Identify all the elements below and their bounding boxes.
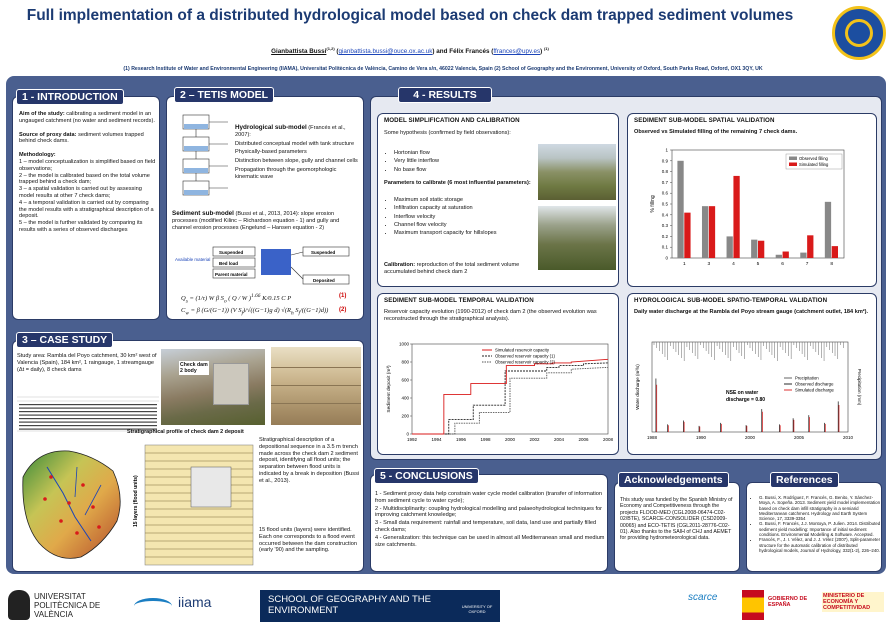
intro-heading: 1 - INTRODUCTION (16, 89, 124, 105)
equation-1: $Q_s = (1/\tau)$ W β $S_o$ ( Q / W )$^{1.66}$ K/0.15 C P (181, 293, 292, 305)
bar-observed (800, 253, 806, 258)
x-tick-label: 2004 (553, 437, 565, 442)
upv-emblem-icon (8, 590, 30, 620)
param-item: • Maximum transport capacity for hillslopes (394, 229, 538, 237)
x-tick-label: 1998 (480, 437, 491, 442)
y-tick-label: 0.4 (661, 212, 668, 218)
conclusion-item: 1 - Sediment proxy data help constrain water cycle model calibration (transfer of information from sediment cycle to water cycle); (375, 491, 602, 504)
source-label: Source of proxy data: (19, 131, 77, 138)
method-line: 4 – a temporal validation is carried out by comparing the model results with a stratigraphical description of a deposit. (19, 199, 154, 220)
scarce-logo (684, 588, 732, 624)
x-tick-label: 2005 (793, 435, 805, 440)
method-line: 3 – a spatial validation is carried out by assessing model results at other 7 check dams; (19, 186, 142, 199)
ministry-name-1: GOBIERNO DE ESPAÑA (768, 596, 808, 608)
oxford-sub: UNIVERSITY OF OXFORD (461, 604, 493, 614)
spatial-bar-chart (646, 142, 856, 286)
spain-flag-icon (742, 590, 764, 620)
hydro-box (627, 293, 877, 455)
sed-sub-block (172, 211, 360, 231)
y-axis-label: Water discharge (m³/s) (635, 364, 640, 410)
y-tick-label: 0 (406, 431, 409, 437)
legend-swatch (789, 157, 797, 161)
conclusion-item: 2 - Multidisciplinarity: coupling hydrological modelling and palaeohydrological techniques for improving catchment knowledge; (375, 505, 602, 519)
catchment-map (17, 437, 127, 569)
x-tick-label: 2010 (842, 435, 854, 440)
society-logo (832, 6, 886, 60)
x-tick-label: 1990 (695, 435, 707, 440)
bar-observed (825, 202, 831, 258)
y-tick-label: 1 (665, 147, 668, 153)
legend-label: Simulated discharge (795, 387, 834, 393)
tank-diagram (173, 111, 233, 211)
y-tick-label: 0.3 (661, 223, 668, 229)
diagram-label-suspended-out: Suspended (311, 250, 336, 255)
legend-label: Simulated reservoir capacity (495, 347, 549, 353)
flood-units-axis: 15 layers (flood units) (133, 475, 139, 527)
poster-title: Full implementation of a distributed hydrological model based on check dam trapped sediment volumes (26, 7, 794, 24)
bar-simulated (807, 235, 813, 258)
results-panel (370, 96, 882, 460)
upv-name: UNIVERSITAT POLITÈCNICA DE VALÈNCIA (34, 592, 101, 619)
x-tick-label: 1996 (455, 437, 467, 442)
aim-label: Aim of the study: (19, 111, 65, 117)
hydro-item: Distributed conceptual model with tank structure (235, 140, 355, 147)
simp-item: • Very little interflow (394, 157, 532, 165)
spatial-box (627, 113, 877, 287)
author1-name: Gianbattista Bussi (271, 48, 327, 56)
simp-item: • No base flow (394, 166, 532, 174)
x-tick-label: 2000 (744, 435, 756, 440)
ack-heading: Acknowledgements (618, 472, 729, 488)
refs-list (747, 495, 881, 553)
method-line: 5 – the model is further validated by comparing its results with a series of observed discharges (19, 220, 143, 233)
hydro-ref: (Francés et al., 2007): (235, 125, 346, 138)
param-item: • Interflow velocity (394, 213, 538, 221)
legend-label: Simulated filling (799, 162, 829, 167)
author2-email[interactable]: ffrances@upv.es (493, 48, 541, 56)
ministry-logo (740, 586, 886, 626)
bar-observed (702, 206, 708, 258)
bar-simulated (758, 241, 764, 258)
x-tick-label: 7 (805, 262, 809, 267)
simplification-title: MODEL SIMPLIFICATION AND CALIBRATION (384, 117, 520, 124)
intro-body (19, 111, 157, 234)
y-tick-label: 0.6 (661, 190, 668, 196)
iiama-logo (134, 592, 230, 620)
strat-text: Stratigraphical description of a depositional sequence in a 3.5 m trench made across the check dam 2 sediment deposit, identifying all flood units; the separation between flood units is indicated by a break in deposition (Bussi et al., 2013). (259, 437, 360, 484)
y-tick-label: 0 (665, 255, 668, 261)
temporal-text: Reservoir capacity evolution (1990-2012) of check dam 2 (the observed evolution was reconstructed through the stratigraphical analysis). (384, 309, 597, 322)
temporal-box (377, 293, 619, 455)
nse-label-2: discharge = 0.80 (726, 397, 766, 403)
spatial-subtitle: Observed vs Simulated filling of the remaining 7 check dams. (634, 129, 798, 135)
sediment-flow-diagram (173, 243, 359, 291)
hydro-sub-block (235, 125, 361, 181)
tetis-panel (166, 96, 364, 320)
simp-intro-text: Some hypothesis (confirmed by field observations): (384, 130, 511, 136)
calibration-text (384, 262, 538, 276)
landscape-photo-1 (538, 144, 616, 200)
diagram-label-available: Available material (175, 257, 211, 262)
simp-list (382, 149, 532, 174)
sed-title: Sediment sub-model (172, 210, 234, 217)
y-axis-label: Sediment deposit (m³) (387, 365, 392, 413)
diagram-label-bedload: Bed load (219, 261, 239, 266)
x-tick-label: 5 (756, 262, 760, 267)
temporal-title: SEDIMENT SUB-MODEL TEMPORAL VALIDATION (384, 297, 534, 304)
conclusions-panel (370, 474, 608, 572)
refs-panel (746, 482, 882, 572)
author2-sup: (1) (543, 46, 549, 51)
tetis-heading: 2 – TETIS MODEL (174, 87, 274, 103)
aim-text: calibrating a sediment model in an ungauged catchment (no water and sediment records). (19, 111, 155, 124)
method-line: 2 – the model is calibrated based on the total volume trapped behind a check dam; (19, 172, 150, 186)
y-axis-label: % filling (650, 195, 656, 213)
eq1-tag: (1) (339, 293, 347, 299)
ref-item: • G. Bussi, F. Francés, J.J. Montoya, P. Julien. 2014. Distributed sediment yield modelling: Importance of initial sediment conditions. Environmental Modelling & Software. Accepted. (759, 521, 881, 537)
y-tick-label: 200 (401, 413, 409, 419)
bar-observed (776, 255, 782, 258)
hydro-item: Propagation through the geomorphologic kinematic wave (235, 166, 337, 180)
hydro-title: HYDROLOGICAL SUB-MODEL SPATIO-TEMPORAL VALIDATION (634, 297, 828, 304)
bar-observed (677, 161, 683, 258)
y-tick-label: 0.7 (661, 179, 668, 185)
conclusions-heading: 5 - CONCLUSIONS (374, 468, 479, 484)
case-heading: 3 – CASE STUDY (16, 332, 113, 348)
x-tick-label: 4 (732, 262, 735, 267)
legend-label: Observed filling (799, 156, 828, 161)
params-list (382, 196, 538, 237)
hydro-text: Daily water discharge at the Rambla del Poyo stream gauge (catchment outlet, 184 km²). (634, 309, 869, 315)
simp-item: • Hortonian flow (394, 149, 532, 157)
x-tick-label: 2000 (504, 437, 516, 442)
y-tick-label: 0.9 (661, 158, 668, 164)
simplification-box (377, 113, 619, 287)
legend-label: Observed reservoir capacity (2) (495, 359, 555, 365)
ack-panel (614, 482, 740, 572)
x-tick-label: 1 (682, 262, 686, 267)
temporal-line-chart (382, 338, 614, 452)
conclusion-item: 3 - Small data requirement: rainfall and temperature, soil data, land use and partially filled check dams; (375, 520, 597, 533)
oxford-name: SCHOOL OF GEOGRAPHY AND THE ENVIRONMENT (268, 594, 431, 616)
method-label: Methodology: (19, 152, 56, 159)
strat-profile-label: Stratigraphical profile of check dam 2 deposit (127, 429, 244, 435)
check-dam-table (17, 393, 159, 433)
y-tick-label: 400 (401, 395, 409, 401)
strat-diagram (131, 437, 257, 567)
results-heading: 4 - RESULTS (398, 87, 492, 103)
author2-name: and Félix Francés (436, 48, 490, 56)
method-line: 1 – model conceptualization is simplified based on field observations; (19, 158, 156, 172)
diagram-label-parent: Parent material (215, 272, 248, 277)
case-area-text: Study area: Rambla del Poyo catchment, 30 km² west of Valencia (Spain), 184 km², 1 raingauge, 1 streamgauge (Δt = daily), 8 check dams (17, 353, 157, 373)
x-tick-label: 8 (830, 262, 834, 267)
intro-panel (12, 96, 160, 320)
param-item: • Maximum soil static storage (394, 196, 538, 204)
x-tick-label: 6 (781, 262, 784, 267)
hydro-title: Hydrological sub-model (235, 124, 307, 131)
conclusion-item: 4 - Generalization: this technique can be used in almost all Mediterranean small and medium size catchments. (375, 534, 605, 548)
y-tick-label: 1000 (398, 341, 409, 347)
x-tick-label: 1994 (431, 437, 442, 442)
ack-text: This study was funded by the Spanish Ministry of Economy and Competitiveness through the projects FLOOD-MED (CGL2008-06474-C02-02/BTE), SCARCE-CONSOLIDER (CSD2009-00065) and ECO-TETIS (CGL2011-28776-C02-01). Also thanks to the SAIH of CHJ and AEMET for providing hydrometeorological data. (620, 497, 733, 542)
y-tick-label: 600 (401, 377, 409, 383)
check-dam-photo (161, 349, 265, 425)
refs-heading: References (770, 472, 839, 488)
scarce-name: scarce (688, 592, 718, 603)
x-tick-label: 1992 (406, 437, 418, 442)
y-tick-label: 0.2 (661, 233, 668, 239)
bar-simulated (709, 206, 715, 258)
params-intro: Parameters to calibrate (6 most influential parameters): (384, 180, 531, 186)
y-tick-label: 800 (401, 359, 409, 365)
ministry-name-2: MINISTERIO DE ECONOMÍA Y COMPETITIVIDAD (822, 592, 884, 612)
diagram-label-deposited: Deposited (313, 278, 335, 283)
bar-observed (751, 240, 757, 258)
bar-observed (727, 236, 733, 258)
nse-label-1: NSE on water (726, 390, 759, 396)
diagram-label-suspended: Suspended (219, 250, 244, 255)
source-text: sediment volumes trapped behind check dams. (19, 131, 144, 145)
author1-email[interactable]: gianbattista.bussi@ouce.ox.ac.uk (338, 48, 433, 56)
param-item: • Infiltration capacity at saturation (394, 204, 538, 212)
legend-label: Observed reservoir capacity (1) (495, 353, 555, 359)
hydro-discharge-chart (632, 338, 872, 452)
oxford-logo (260, 590, 500, 622)
bar-simulated (733, 176, 739, 258)
legend-swatch (789, 163, 797, 167)
author-line: Gianbattista Bussi$^{(1,2)}$ (gianbattista.bussi@ouce.ox.ac.uk) and Félix Francés (ffrances@upv.es) $^{(1)}$ (271, 46, 549, 56)
iiama-name: iiama (178, 594, 212, 610)
x-tick-label: 3 (707, 262, 711, 267)
legend-label: Observed discharge (795, 381, 834, 387)
calib-label: Calibration: (384, 262, 416, 268)
sed-text: (Bussi et al., 2013, 2014): slope erosion processes (modified Kilinc – Richardson equation - 1) and gully and channel erosion processes (Engelund – Hansen equation - 2) (172, 211, 340, 231)
ref-item: • Francés, F., J. I. Vélez, and J. J. Vélez (2007), Split-parameter structure for the automatic calibration of distributed hydrological models, Journal of Hydrology, 332(1-2), 226–240. (759, 537, 881, 553)
iiama-wave-icon (134, 598, 172, 614)
conclusion-list (375, 491, 605, 548)
footer-logos (0, 578, 891, 631)
affiliation: (1) Research Institute of Water and Environmental Engineering (IIAMA), Universitat Politècnica de València, Camino de Vera s/n, 46022 Valencia, Spain (2) School of Geography and the Environment, University of Oxford, South Parks Road, Oxford, OX1 3QY, UK (123, 66, 763, 72)
bar-simulated (684, 213, 690, 258)
case-panel (12, 340, 364, 572)
eq2-tag: (2) (339, 307, 347, 313)
legend-label: Precipitation (795, 375, 819, 381)
units-text: 15 flood units (layers) were identified. Each one corresponds to a flood event occurred between the dam construction (early '90) and the sampling. (259, 527, 357, 554)
landscape-photo-2 (538, 206, 616, 270)
x-tick-label: 2008 (602, 437, 614, 442)
simp-intro (384, 130, 530, 137)
y2-axis-label: Precipitation (mm) (857, 368, 862, 406)
hydro-item: Distinction between slope, gully and channel cells (235, 158, 358, 165)
bar-simulated (832, 246, 838, 258)
x-tick-label: 2006 (578, 437, 589, 442)
upv-logo (8, 588, 116, 624)
y-tick-label: 0.5 (661, 201, 668, 207)
trench-photo (271, 347, 361, 425)
x-tick-label: 1988 (646, 435, 658, 440)
author1-sup: (1,2) (326, 46, 335, 51)
spatial-title: SEDIMENT SUB-MODEL SPATIAL VALIDATION (634, 117, 775, 124)
x-tick-label: 2002 (529, 437, 540, 442)
equation-2: $C_w = \beta$ (G/(G−1)) (V $S_f)/√((G-1)g$ d) $√(R_h$ $S_f/((G-1)d)$) (181, 307, 329, 317)
check-dam-photo-label: Check dam 2 body (180, 362, 208, 374)
y-tick-label: 0.8 (661, 169, 668, 175)
calib-body: reproduction of the total sediment volume accumulated behind check dam 2 (384, 262, 520, 275)
hydro-item: Physically-based parameters (235, 149, 307, 156)
ref-item: • G. Bussi, X. Rodríguez, F. Francés, G. Benito, Y. Sánchez-Moya, A. Sopeña. 2013. Sediment yield model implementation based on check dam infill stratigraphy in a semiarid Mediterranean catchment. Hydrology and Earth System Science, 17, 3339-3354 (759, 495, 881, 521)
param-item: • Channel flow velocity (394, 221, 538, 229)
y-tick-label: 0.1 (661, 244, 668, 250)
bar-simulated (783, 252, 789, 258)
